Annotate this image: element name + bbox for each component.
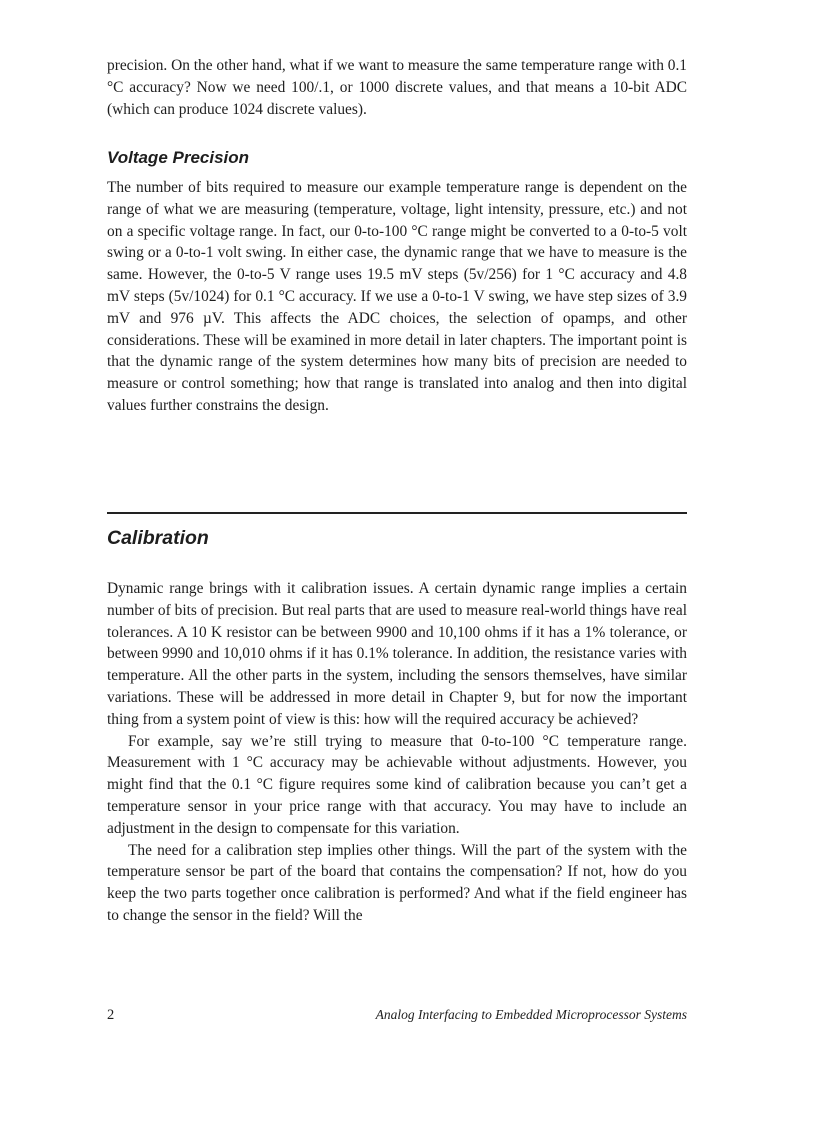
page-number: 2 [107,1007,115,1023]
calibration-body [107,578,687,927]
running-footer-title: Analog Interfacing to Embedded Microprocessor Systems [375,1007,687,1022]
calibration-heading: Calibration [107,527,209,549]
voltage-precision-heading: Voltage Precision [107,148,250,167]
calibration-paragraph-1: Dynamic range brings with it calibration issues. A certain dynamic range implies a certain number of bits of precision. But real parts that are used to measure real-world things have real tolerances. A 10 K resistor can be between 9900 and 10,100 ohms if it has a 1% tolerance, or between 9990 and 10,010 ohms if it has 0.1% tolerance. In addition, the resistance varies with temperature. All the other parts in the system, including the sensors themselves, have similar variations. These will be addressed in more detail in Chapter 9, but for now the important thing from a system point of view is this: how will the required accuracy be achieved? [107,580,687,728]
voltage-precision-paragraph: The number of bits required to measure our example temperature range is dependent on the range of what we are measuring (temperature, voltage, light intensity, pressure, etc.) and not on a specific voltage range. In fact, our 0-to-100 °C range might be converted to a 0-to-5 volt swing or a 0-to-1 volt swing. In either case, the dynamic range that we have to measure is the same. However, the 0-to-5 V range uses 19.5 mV steps (5v/256) for 1 °C accuracy and 4.8 mV steps (5v/1024) for 0.1 °C accuracy. If we use a 0-to-1 V swing, we have step sizes of 3.9 mV and 976 µV. This affects the ADC choices, the selection of opamps, and other considerations. These will be examined in more detail in later chapters. The important point is that the dynamic range of the system determines how many bits of precision are needed to measure or control something; how that range is translated into analog and then into digital values further constrains the design. [107,179,687,414]
calibration-paragraph-3: The need for a calibration step implies other things. Will the part of the system with the temperature sensor be part of the board that contains the compensation? If not, how do you keep the two parts together once calibration is performed? And what if the field engineer has to change the sensor in the field? Will the [107,841,687,924]
intro-paragraph: precision. On the other hand, what if we want to measure the same temperature range with 0.1 °C accuracy? Now we need 100/.1, or 1000 discrete values, and that means a 10-bit ADC (which can produce 1024 discrete values). [107,57,687,118]
calibration-paragraph-2: For example, say we’re still trying to measure that 0-to-100 °C temperature range. Measurement with 1 °C accuracy may be achievable without adjustments. However, you might find that the 0.1 °C figure requires some kind of calibration because you can’t get a temperature sensor in your price range with that accuracy. You may have to include an adjustment in the design to compensate for this variation. [107,732,687,837]
section-divider [107,512,687,514]
